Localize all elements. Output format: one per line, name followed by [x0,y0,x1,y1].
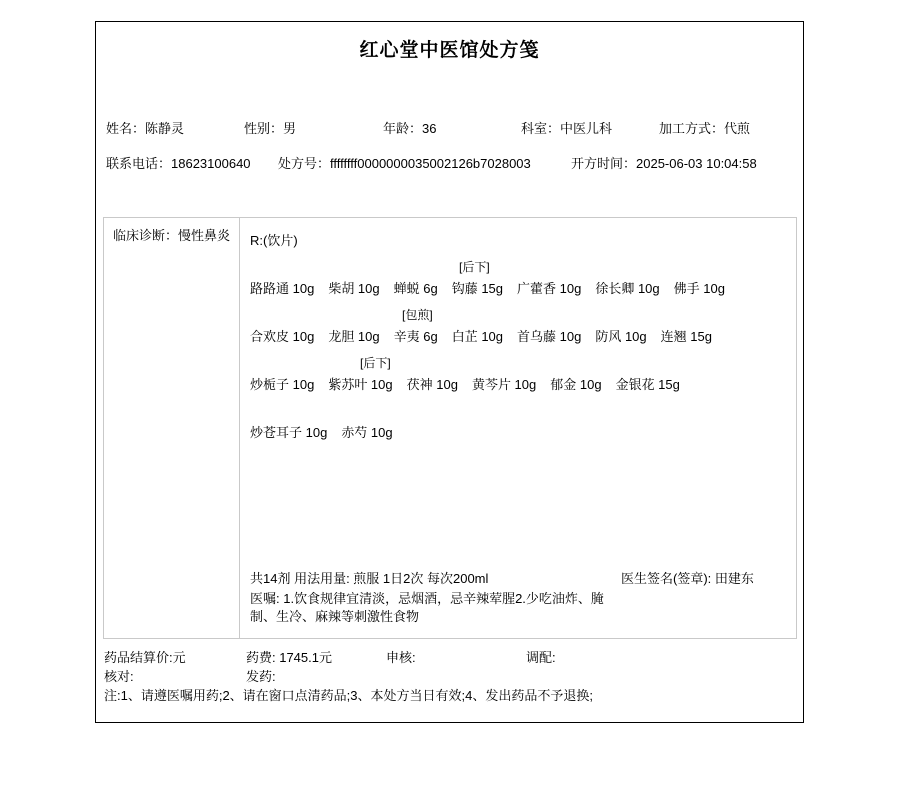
herb-item: 金银花 15g [615,377,680,392]
prescription-table [103,217,797,639]
patient-age: 年龄：36 [383,121,437,136]
herb-item: 黄芩片 10g [471,377,537,392]
department: 科室：中医儿科 [521,121,613,136]
rx-group-label: [后下] [459,260,490,274]
herb-item: 炒栀子 10g [250,377,315,392]
herb-item: 郁金 10g [550,377,602,392]
herb-item: 赤芍 10g [341,425,393,440]
herb-item: 炒苍耳子 10g [250,425,328,440]
prepare-field: 调配: [526,650,556,665]
usage-line: 共14剂 用法用量: 煎服 1日2次 每次200ml [250,571,489,586]
rx-herb-line [250,326,788,347]
prescribe-time: 开方时间：2025-06-03 10:04:58 [571,156,757,171]
rx-herb-line [250,374,788,395]
page-title: 红心堂中医馆处方笺 [359,40,540,61]
footer-row-3 [96,685,803,702]
footer-row-1 [96,647,803,664]
herb-item: 防风 10g [595,329,647,344]
processing-method: 加工方式：代煎 [659,121,751,136]
herb-item: 白芷 10g [451,329,504,344]
herb-item: 辛夷 6g [393,329,438,344]
rx-group-label: [后下] [360,356,391,370]
rx-herb-groups [250,257,788,443]
herb-item: 首乌藤 10g [517,329,582,344]
doctor-signature: 医生签名(签章): 田建东 [621,571,754,586]
contact-phone: 联系电话：18623100640 [106,156,251,171]
herb-item: 茯神 10g [406,377,458,392]
herb-item: 路路通 10g [250,281,315,296]
herb-item: 连翘 15g [660,329,712,344]
patient-info-row-1 [96,118,803,134]
herb-item: 佛手 10g [673,281,725,296]
prescription-number: 处方号：ffffffff0000000035002126b7028003 [278,156,531,171]
rx-herb-line [250,278,788,299]
rx-herb-line [250,422,788,443]
herb-item: 紫苏叶 10g [328,377,393,392]
patient-name: 姓名：陈静灵 [106,121,185,136]
rx-header: R:(饮片) [250,233,298,248]
dispense-field: 发药: [246,669,276,684]
herb-item: 龙胆 10g [328,329,380,344]
doctor-advice: 医嘱: 1.饮食规律宜清淡，忌烟酒，忌辛辣荤腥2.少吃油炸、腌制、生冷、麻辣等刺激性食物 [250,591,604,624]
clinical-diagnosis: 临床诊断：慢性鼻炎 [104,218,240,638]
herb-item: 蝉蜕 6g [393,281,438,296]
patient-info-row-2 [96,153,803,169]
prescription-content-cell [240,218,796,638]
medicine-fee: 药费: 1745.1元 [246,650,332,665]
review-field: 申核: [386,650,416,665]
check-field: 核对: [104,669,134,684]
usage-block [250,570,650,626]
herb-item: 广藿香 10g [517,281,582,296]
herb-item: 钩藤 15g [451,281,504,296]
herb-item: 徐长卿 10g [595,281,660,296]
footer-note: 注:1、请遵医嘱用药;2、请在窗口点清药品;3、本处方当日有效;4、发出药品不予退换; [104,688,593,703]
settlement-price: 药品结算价:元 [104,650,186,665]
prescription-sheet [95,21,804,723]
herb-item: 柴胡 10g [328,281,380,296]
patient-gender: 性别：男 [244,121,297,136]
footer-row-2 [96,666,803,683]
rx-group-label: [包煎] [402,308,433,322]
herb-item: 合欢皮 10g [250,329,315,344]
